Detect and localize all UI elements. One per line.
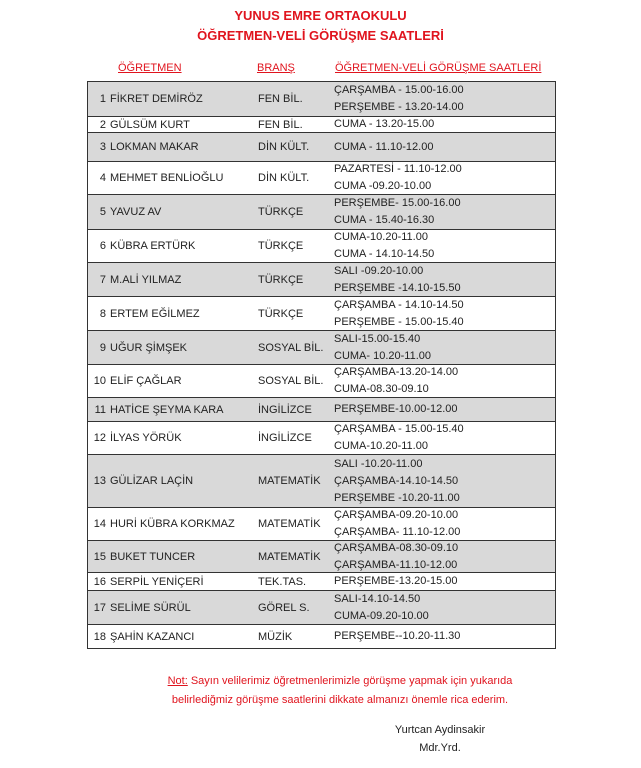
table-row — [88, 117, 555, 133]
table-row — [88, 230, 555, 263]
teacher-cell — [88, 342, 258, 354]
meeting-time: ÇARŞAMBA-09.20-10.00 — [334, 509, 459, 521]
row-number: 17 — [93, 601, 106, 614]
teacher-name: HATİCE ŞEYMA KARA — [110, 403, 224, 416]
branch-cell: TÜRKÇE — [258, 206, 304, 218]
table-row — [88, 455, 555, 508]
table-row — [88, 573, 555, 591]
hours-cell — [334, 161, 555, 195]
meeting-time: ÇARŞAMBA - 15.00-16.00 — [334, 84, 464, 96]
teacher-cell — [88, 206, 258, 218]
row-number: 16 — [93, 575, 106, 588]
signature-name: Yurtcan Aydinsakir — [394, 724, 486, 736]
document-title: ÖĞRETMEN-VELİ GÖRÜŞME SAATLERİ — [197, 28, 444, 43]
meeting-time: ÇARŞAMBA-08.30-09.10 — [334, 541, 459, 554]
branch-cell: DİN KÜLT. — [258, 172, 310, 184]
signature-title: Mdr.Yrd. — [419, 742, 461, 754]
table-row — [88, 263, 555, 297]
hours-cell — [334, 331, 555, 365]
branch-cell: TÜRKÇE — [258, 307, 304, 320]
note-text: Sayın velilerimiz öğretmenlerimizle görüşme yapmak için yukarıda belirlediğmiz görüşme saatlerini dikkate almanızı önemle rica ederim. — [171, 675, 513, 706]
branch-cell: SOSYAL BİL. — [258, 375, 324, 387]
table-row — [88, 508, 555, 541]
branch-cell: İNGİLİZCE — [258, 403, 312, 416]
teacher-cell — [88, 551, 258, 563]
hours-cell — [334, 573, 555, 590]
meeting-time: CUMA-10.20-11.00 — [334, 231, 428, 243]
meeting-time: CUMA - 15.40-16.30 — [334, 214, 435, 226]
row-number: 14 — [93, 518, 106, 530]
meeting-time: SALI-15.00-15.40 — [334, 332, 421, 345]
meeting-time: PERŞEMBE -10.20-11.00 — [334, 491, 460, 504]
meeting-time: ÇARŞAMBA-13.20-14.00 — [334, 366, 459, 378]
row-number: 5 — [99, 206, 106, 218]
row-number: 15 — [93, 550, 106, 563]
hours-cell — [334, 364, 555, 398]
row-number: 13 — [93, 475, 106, 487]
teacher-cell — [88, 308, 258, 320]
header-teacher: ÖĞRETMEN — [118, 62, 182, 74]
row-number: 3 — [99, 141, 106, 153]
note-label: Not: — [167, 675, 188, 687]
row-number: 18 — [93, 630, 106, 643]
teacher-name: MEHMET BENLİOĞLU — [110, 172, 224, 184]
hours-cell — [334, 82, 555, 116]
teacher-cell — [88, 432, 258, 444]
meeting-time: SALI -09.20-10.00 — [334, 264, 424, 277]
table-row — [88, 591, 555, 625]
meeting-time: CUMA-09.20-10.00 — [334, 609, 429, 622]
branch-cell: FEN BİL. — [258, 93, 303, 105]
branch-cell: TÜRKÇE — [258, 240, 304, 252]
teacher-name: LOKMAN MAKAR — [110, 141, 199, 153]
meeting-time: PERŞEMBE-10.00-12.00 — [334, 403, 458, 415]
meeting-time: ÇARŞAMBA-14.10-14.50 — [334, 474, 459, 487]
hours-cell — [334, 421, 555, 455]
hours-cell — [334, 507, 555, 541]
meeting-time: CUMA - 14.10-14.50 — [334, 248, 435, 260]
branch-cell: DİN KÜLT. — [258, 141, 310, 153]
table-row — [88, 365, 555, 398]
teacher-name: İLYAS YÖRÜK — [110, 432, 182, 444]
hours-cell — [334, 229, 555, 263]
branch-cell: İNGİLİZCE — [258, 432, 312, 444]
meeting-time: PERŞEMBE - 15.00-15.40 — [334, 315, 464, 328]
teacher-name: ELİF ÇAĞLAR — [110, 375, 182, 387]
teacher-name: KÜBRA ERTÜRK — [110, 240, 196, 252]
meeting-time: PAZARTESİ - 11.10-12.00 — [334, 163, 462, 175]
table-row — [88, 297, 555, 331]
row-number: 9 — [99, 341, 106, 354]
teacher-cell — [88, 274, 258, 286]
row-number: 11 — [94, 403, 106, 416]
teacher-name: ERTEM EĞİLMEZ — [110, 307, 200, 320]
table-row — [88, 162, 555, 195]
teacher-name: BUKET TUNCER — [110, 550, 196, 563]
hours-cell — [334, 297, 555, 331]
meeting-time: PERŞEMBE-13.20-15.00 — [334, 575, 458, 587]
row-number: 8 — [99, 307, 106, 320]
meeting-time: PERŞEMBE- 15.00-16.00 — [334, 197, 461, 209]
table-row — [88, 195, 555, 230]
table-row — [88, 398, 555, 422]
table-row — [88, 541, 555, 573]
meeting-time: CUMA-08.30-09.10 — [334, 383, 429, 395]
meeting-time: CUMA-10.20-11.00 — [334, 440, 428, 452]
meeting-time: ÇARŞAMBA- 11.10-12.00 — [334, 526, 461, 538]
teacher-cell — [88, 375, 258, 387]
branch-cell: MÜZİK — [258, 630, 293, 643]
branch-cell: SOSYAL BİL. — [258, 341, 324, 354]
row-number: 12 — [93, 432, 106, 444]
table-row — [88, 625, 555, 648]
hours-cell — [334, 628, 555, 645]
teacher-cell — [88, 518, 258, 530]
row-number: 10 — [93, 375, 106, 387]
hours-cell — [334, 139, 555, 156]
branch-cell: GÖREL S. — [258, 601, 310, 614]
branch-cell: MATEMATİK — [258, 550, 321, 563]
hours-cell — [334, 195, 555, 229]
meeting-time: CUMA - 13.20-15.00 — [334, 118, 435, 130]
teacher-name: ŞAHİN KAZANCI — [110, 630, 195, 643]
meeting-time: CUMA - 11.10-12.00 — [334, 140, 434, 153]
note — [140, 672, 540, 710]
meeting-time: ÇARŞAMBA - 14.10-14.50 — [334, 298, 464, 311]
teacher-name: HURİ KÜBRA KORKMAZ — [110, 518, 235, 530]
row-number: 7 — [99, 273, 106, 286]
meeting-time: CUMA- 10.20-11.00 — [334, 349, 432, 362]
teacher-name: SELİME SÜRÜL — [110, 601, 191, 614]
branch-cell: TEK.TAS. — [258, 575, 307, 588]
meeting-time: SALI-14.10-14.50 — [334, 592, 421, 605]
teacher-name: M.ALİ YILMAZ — [110, 273, 182, 286]
teacher-cell — [88, 631, 258, 643]
school-title: YUNUS EMRE ORTAOKULU — [234, 8, 407, 23]
header-branch: BRANŞ — [257, 62, 295, 74]
teacher-cell — [88, 475, 258, 487]
branch-cell: TÜRKÇE — [258, 273, 304, 286]
row-number: 2 — [99, 118, 106, 131]
table-row — [88, 422, 555, 455]
teacher-cell — [88, 172, 258, 184]
meeting-time: CUMA -09.20-10.00 — [334, 180, 432, 192]
teacher-cell — [88, 240, 258, 252]
hours-cell — [334, 591, 555, 625]
teacher-name: GÜLİZAR LAÇİN — [110, 475, 194, 487]
table-row — [88, 82, 555, 117]
teacher-cell — [88, 576, 258, 588]
teacher-name: FİKRET DEMİRÖZ — [110, 93, 203, 105]
hours-cell — [334, 456, 555, 507]
hours-cell — [334, 116, 555, 133]
branch-cell: MATEMATİK — [258, 518, 321, 530]
teacher-cell — [88, 404, 258, 416]
teacher-name: YAVUZ AV — [110, 206, 162, 218]
header-hours: ÖĞRETMEN-VELİ GÖRÜŞME SAATLERİ — [335, 62, 542, 74]
meeting-time: ÇARŞAMBA-11.10-12.00 — [334, 558, 458, 571]
teacher-name: SERPİL YENİÇERİ — [110, 575, 204, 588]
meeting-time: PERŞEMBE - 13.20-14.00 — [334, 101, 464, 113]
hours-cell — [334, 263, 555, 297]
teacher-cell — [88, 93, 258, 105]
teacher-name: GÜLSÜM KURT — [110, 118, 190, 131]
table-row — [88, 331, 555, 365]
hours-cell — [334, 401, 555, 418]
branch-cell: FEN BİL. — [258, 118, 303, 131]
meeting-time: PERŞEMBE--10.20-11.30 — [334, 630, 461, 642]
table-row — [88, 133, 555, 162]
row-number: 4 — [99, 172, 106, 184]
row-number: 1 — [99, 93, 106, 105]
row-number: 6 — [99, 240, 106, 252]
hours-cell — [334, 540, 555, 574]
branch-cell: MATEMATİK — [258, 475, 321, 487]
meeting-time: PERŞEMBE -14.10-15.50 — [334, 281, 461, 294]
teacher-cell — [88, 141, 258, 153]
teacher-cell — [88, 602, 258, 614]
meeting-time: SALI -10.20-11.00 — [334, 457, 423, 470]
teacher-cell — [88, 119, 258, 131]
meeting-time: ÇARŞAMBA - 15.00-15.40 — [334, 423, 464, 435]
schedule-table — [87, 81, 556, 649]
teacher-name: UĞUR ŞİMŞEK — [110, 341, 188, 354]
